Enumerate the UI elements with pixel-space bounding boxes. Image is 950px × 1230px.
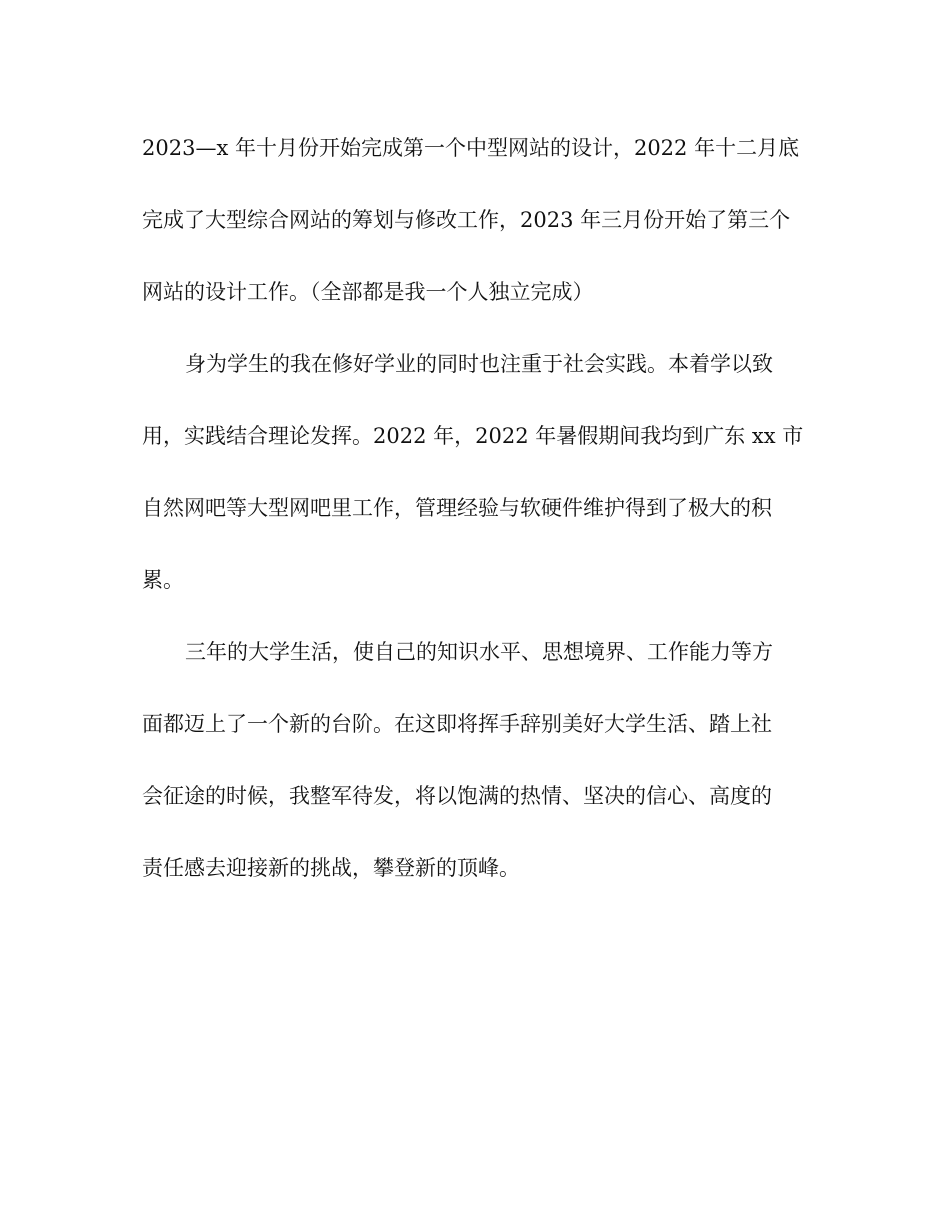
text-line: 用，实践结合理论发挥。2022 年，2022 年暑假期间我均到广东 xx 市 — [142, 424, 804, 448]
paragraph-website-projects — [142, 112, 802, 328]
text-line: 网站的设计工作。（全部都是我一个人独立完成） — [142, 280, 594, 304]
text-line: 自然网吧等大型网吧里工作，管理经验与软硬件维护得到了极大的积 — [142, 496, 772, 520]
text-line: 面都迈上了一个新的台阶。在这即将挥手辞别美好大学生活、踏上社 — [142, 712, 772, 736]
text-line: 2023—x 年十月份开始完成第一个中型网站的设计，2022 年十二月底 — [142, 136, 800, 160]
text-line: 累。 — [142, 568, 184, 592]
text-line: 身为学生的我在修好学业的同时也注重于社会实践。本着学以致 — [185, 352, 773, 376]
document-body — [142, 112, 802, 904]
text-line: 会征途的时候，我整军待发，将以饱满的热情、坚决的信心、高度的 — [142, 784, 772, 808]
text-line: 责任感去迎接新的挑战，攀登新的顶峰。 — [142, 856, 520, 880]
paragraph-social-practice — [142, 328, 802, 616]
paragraph-conclusion — [142, 616, 802, 904]
text-line: 三年的大学生活，使自己的知识水平、思想境界、工作能力等方 — [185, 640, 773, 664]
text-line: 完成了大型综合网站的筹划与修改工作，2023 年三月份开始了第三个 — [142, 208, 791, 232]
